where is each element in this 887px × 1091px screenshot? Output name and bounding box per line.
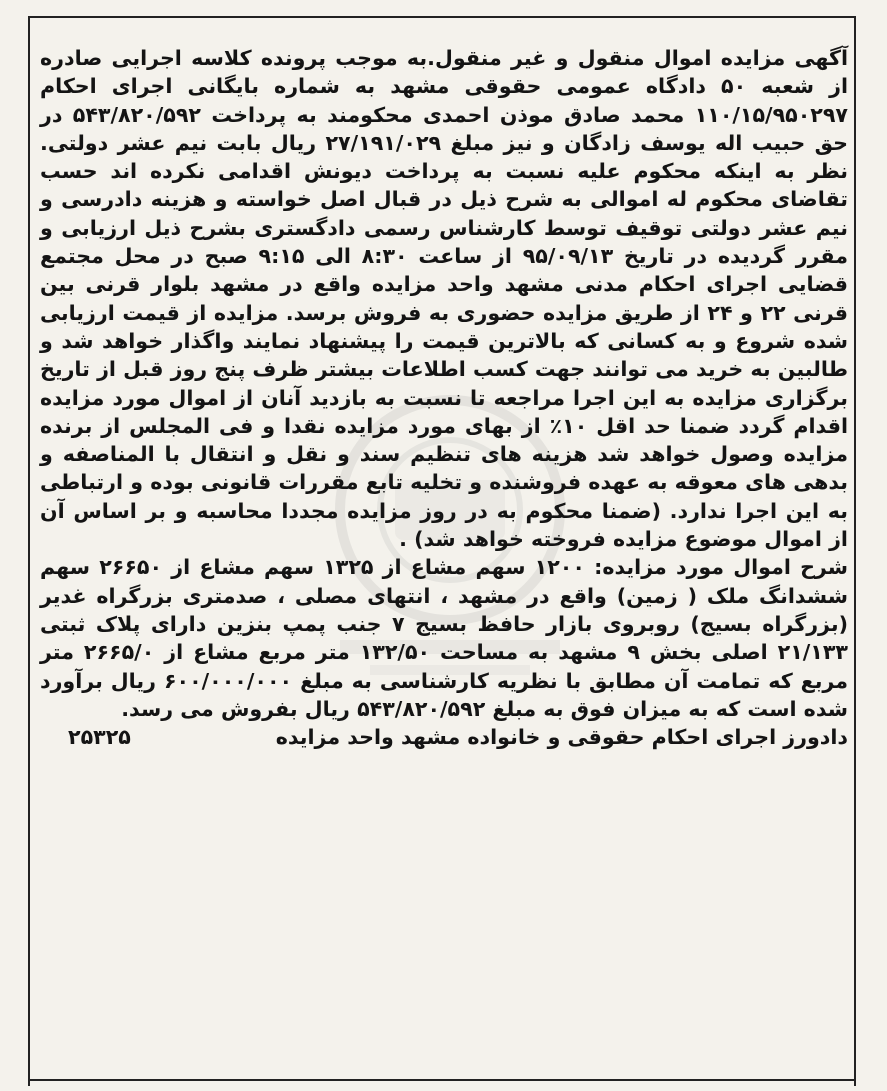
signature-line [40,723,848,751]
notice-code: ۲۵۳۲۵ [68,725,131,750]
bottom-divider [30,1079,856,1081]
notice-paragraph-property: شرح اموال مورد مزایده: ۱۲۰۰ سهم مشاع از ۱۳۲۵ سهم مشاع از ۲۶۶۵۰ سهم ششدانگ ملک ( زمین) واقع در مشهد ، انتهای مصلی ، صدمتری بزرگراه غدیر (بزرگراه بسیج) روبروی بازار حافظ بسیج ۷ جنب پمپ بنزین دارای پلاک ثبتی ۲۱/۱۳۳ اصلی بخش ۹ مشهد به مساحت ۱۳۲/۵۰ متر مربع مشاع از ۲۶۶۵/۰ متر مربع که تمامت آن مطابق با نظریه کارشناسی به مبلغ ۶۰۰/۰۰۰/۰۰۰ ریال برآورد شده است که به میزان فوق به مبلغ ۵۴۳/۸۲۰/۵۹۲ ریال بفروش می رسد. [40,555,849,721]
notice-paragraph-main: آگهی مزایده اموال منقول و غیر منقول.به موجب پرونده کلاسه اجرایی صادره از شعبه ۵۰ دادگاه عمومی حقوقی مشهد به شماره بایگانی اجرای احکام ۱۱۰/۱۵/۹۵۰۲۹۷ محمد صادق موذن احمدی محکومند به پرداخت ۵۴۳/۸۲۰/۵۹۲ در حق حبیب اله یوسف زادگان و نیز مبلغ ۲۷/۱۹۱/۰۲۹ ریال بابت نیم عشر دولتی. نظر به اینکه محکوم علیه نسبت به پرداخت دیونش اقدامی نکرده اند حسب تقاضای محکوم له اموالی به شرح ذیل در قبال اصل خواسته و هزینه دادرسی و نیم عشر دولتی توقیف توسط کارشناس رسمی دادگستری بشرح ذیل ارزیابی و مقرر گردیده در تاریخ ۹۵/۰۹/۱۳ از ساعت ۸:۳۰ الی ۹:۱۵ صبح در محل مجتمع قضایی اجرای احکام مدنی مشهد واحد مزایده واقع در مشهد بلوار قرنی بین قرنی ۲۲ و ۲۴ از طریق مزایده حضوری به فروش برسد. مزایده از قیمت ارزیابی شده شروع و به کسانی که بالاترین قیمت را پیشنهاد نمایند واگذار خواهد شد و طالبین به خرید می توانند جهت کسب اطلاعات بیشتر ظرف پنج روز قبل از تاریخ برگزاری مزایده به این اجرا مراجعه تا نسبت به بازدید آنان از اموال مورد مزایده اقدام گردد ضمنا حد اقل ۱۰٪ از بهای مورد مزایده نقدا و فی المجلس از برنده مزایده وصول خواهد شد هزینه های تنظیم سند و نقل و انتقال با المناصفه و بدهی های معوقه به عهده فروشنده و تخلیه تابع مقررات قانونی بوده و ارتباطی به این اجرا ندارد. (ضمنا محکوم به در روز مزایده مجددا محاسبه و بر اساس آن از اموال موضوع مزایده فروخته خواهد شد) . [40,46,849,552]
signature-text: دادورز اجرای احکام حقوقی و خانواده مشهد واحد مزایده [275,725,848,750]
auction-notice-text [40,44,848,751]
